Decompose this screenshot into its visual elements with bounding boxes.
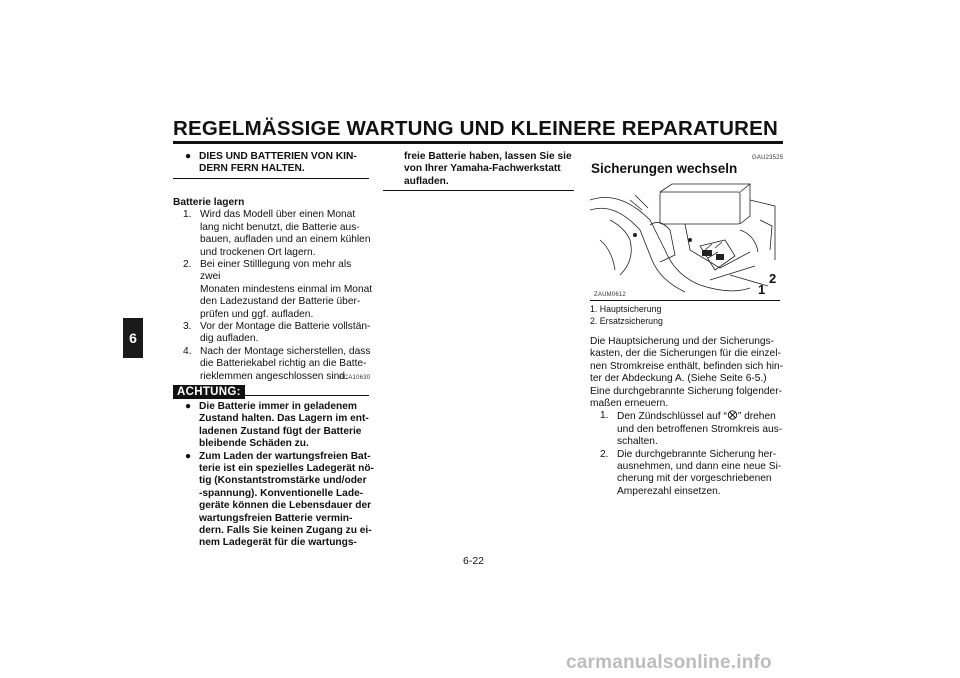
fuse-box-illustration [590, 180, 780, 300]
storage-step-1: 1. Wird das Modell über einen Monat lang nicht benutzt, die Batterie aus- bauen, aufladen und an einem kühlen und trockenen Ort lagern. [183, 209, 371, 258]
warning-end-rule [173, 178, 369, 179]
fuse-figure [590, 180, 780, 300]
chapter-tab: 6 [123, 318, 143, 358]
fuse-instructions: Die Hauptsicherung und der Sicherungs- kasten, der die Sicherungen für die einzel- nen Stromkreise enthält, befinden sich hin- ter der Abdeckung A. (Siehe Seite 6-5.) Eine durchgebrannte Sicherung folgender- maßen erneuern. 1. Den Zündschlüssel auf “ ” drehen und den betroffenen Stromkreis aus- schalten. 2. Die durchgebrannte Sicherung her- ausnehmen, und dann eine neue Si- cherung mit der vorgeschriebenen Amperezahl einsetzen. [590, 336, 790, 498]
fuse-step-2: 2. Die durchgebrannte Sicherung her- ausnehmen, und dann eine neue Si- cherung mit der vorgeschriebenen Amperezahl einsetzen. [600, 448, 782, 497]
bullet-icon: ● [185, 401, 192, 412]
warning-bullet: ● DIES UND BATTERIEN VON KIN- DERN FERN HALTEN. [185, 151, 357, 175]
bullet-icon: ● [185, 151, 192, 162]
caution-list [185, 401, 375, 550]
subheading: Batterie lagern [173, 197, 245, 208]
section-title: Sicherungen wechseln [591, 161, 738, 176]
caution-continuation: freie Batterie haben, lassen Sie sie von Ihrer Yamaha-Fachwerkstatt aufladen. [404, 151, 572, 187]
fuse-step-1: 1. Den Zündschlüssel auf “ ” drehen und den betroffenen Stromkreis aus- schalten. [600, 410, 783, 448]
page-number: 6-22 [463, 555, 485, 567]
caution-end-rule [383, 190, 574, 191]
page-title: REGELMÄSSIGE WARTUNG UND KLEINERE REPARATUREN [173, 117, 779, 140]
reference-code: GCA10630 [339, 375, 371, 381]
achtung-label: ACHTUNG: [173, 382, 245, 400]
callout-2: 2 [769, 271, 777, 286]
storage-step-4: 4. Nach der Montage sicherstellen, dass die Batteriekabel richtig an die Batte- rieklemmen angeschlossen sind. [183, 345, 371, 382]
storage-section [173, 197, 373, 383]
caution-item: ● Zum Laden der wartungsfreien Bat- terie ist ein spezielles Ladegerät nö- tig (Konstantstromstärke und/oder -spannung). Konventionelle Lade- geräte können die Lebensdauer der wartungsfreien Batterie vermin- dern. Falls Sie keinen Zugang zu ei- nem Ladegerät für die wartungs- [185, 450, 374, 549]
figure-code: ZAUM0612 [594, 292, 626, 298]
reference-code: GAU23525 [752, 155, 784, 161]
storage-step-3: 3. Vor der Montage die Batterie vollstän- dig aufladen. [183, 321, 371, 345]
watermark: carmanualsonline.info [566, 652, 772, 673]
bullet-icon: ● [185, 450, 192, 462]
legend-rule [590, 300, 780, 301]
ignition-off-icon [727, 410, 738, 420]
storage-step-2: 2. Bei einer Stilllegung von mehr als zwei Monaten mindestens einmal im Monat den Ladezustand der Batterie über- prüfen und ggf. aufladen. [183, 259, 373, 320]
figure-legend: 1. Hauptsicherung 2. Ersatzsicherung [590, 304, 663, 326]
achtung-rule [244, 395, 369, 396]
callout-1: 1 [758, 282, 766, 297]
title-rule [173, 141, 783, 144]
caution-item: ● Die Batterie immer in geladenem Zustand halten. Das Lagern im ent- ladenen Zustand fügt der Batterie bleibende Schäden zu. [185, 401, 369, 450]
